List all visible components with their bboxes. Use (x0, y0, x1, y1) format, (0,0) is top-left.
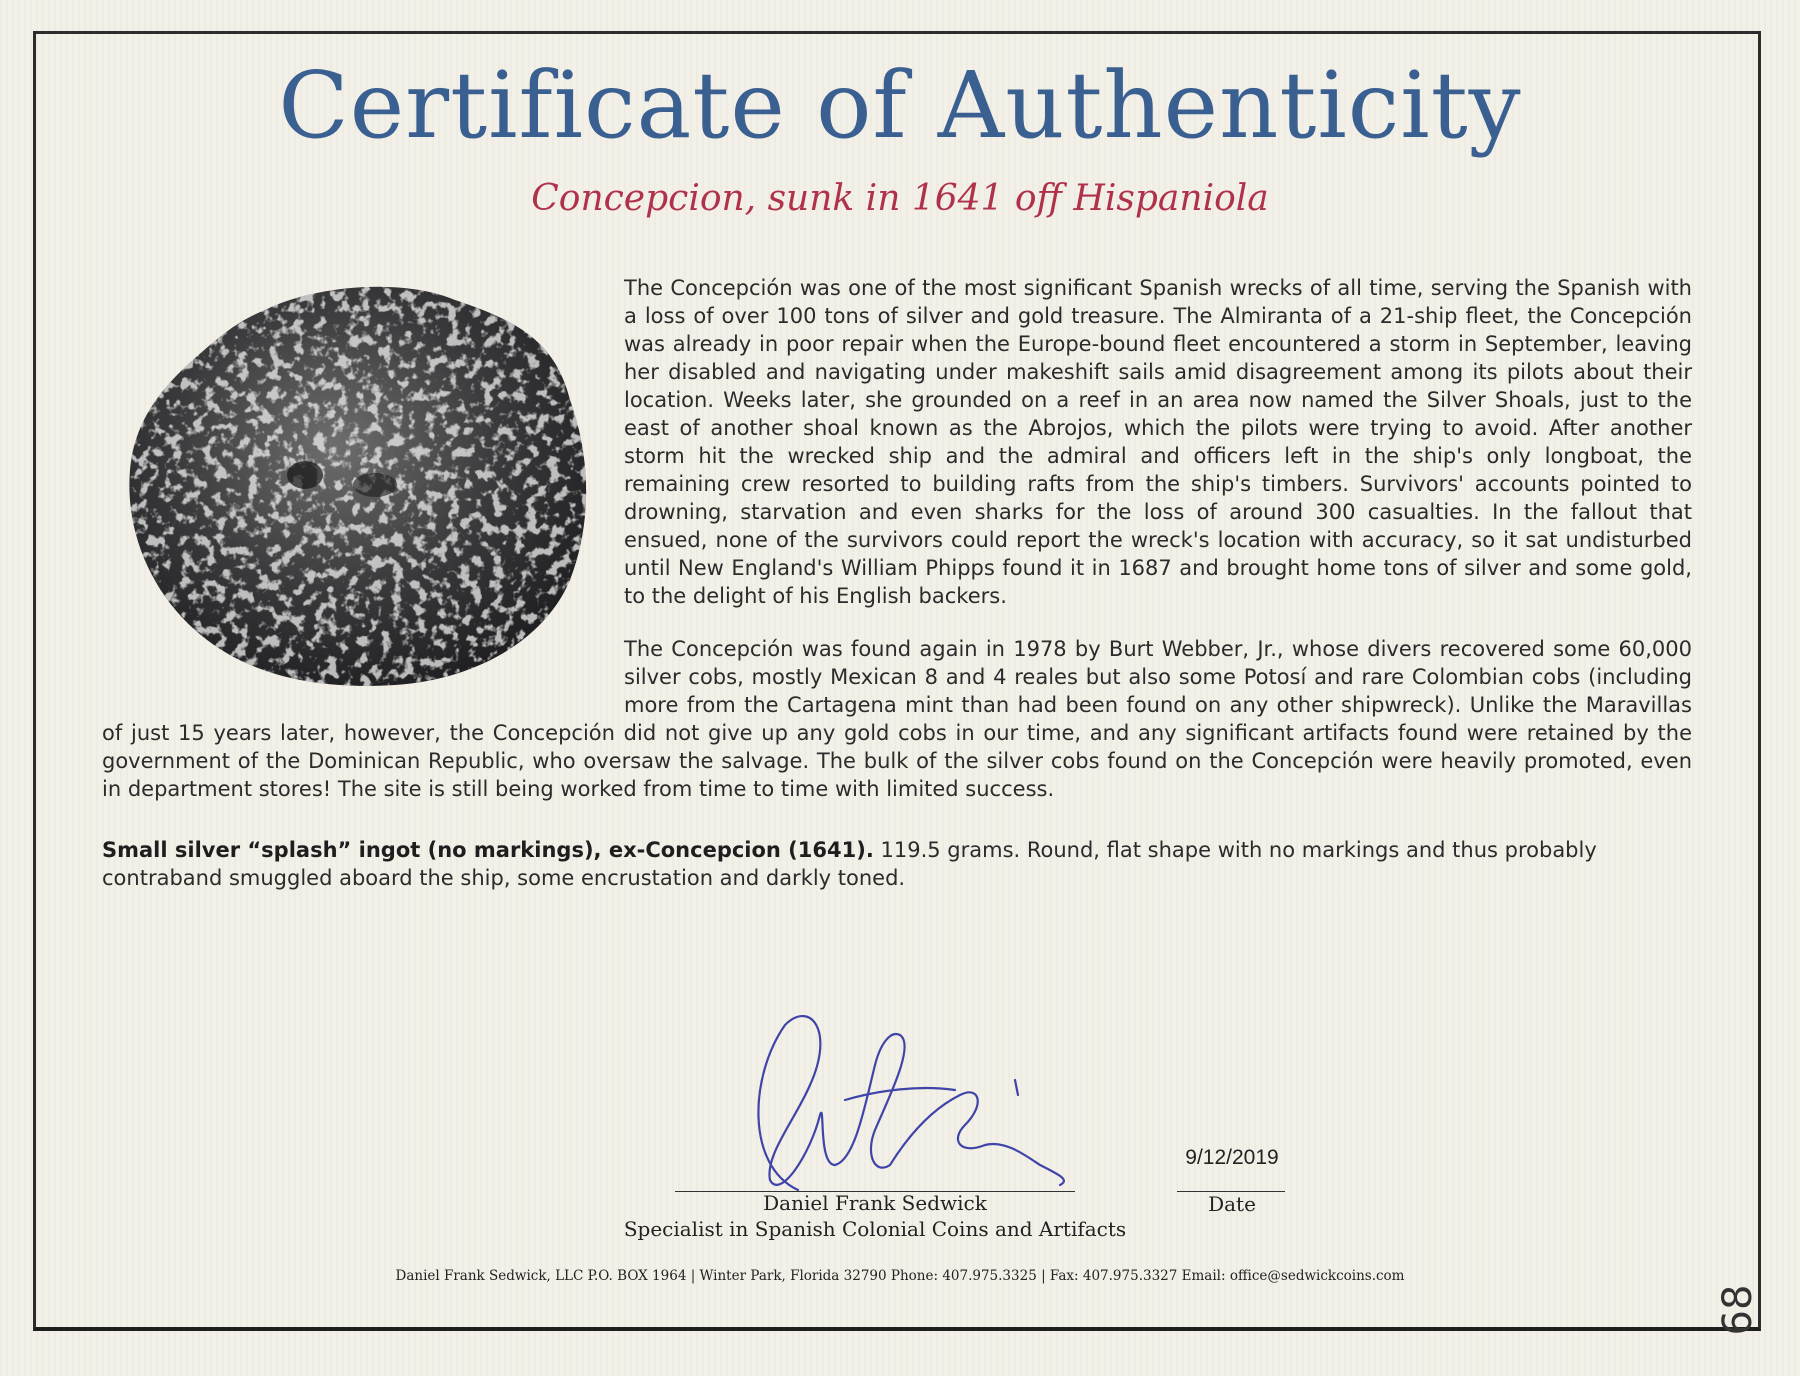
certificate-title: Certificate of Authenticity (278, 52, 1522, 159)
date-label: Date (1208, 1192, 1256, 1216)
signer-role: Specialist in Spanish Colonial Coins and Artifacts (623, 1217, 1127, 1241)
item-name: Small silver “splash” ingot (no markings), ex-Concepcion (1641). (102, 838, 874, 862)
date-value: 9/12/2019 (1185, 1146, 1279, 1169)
item-details: 119.5 grams. Round, flat shape with no markings and thus probably contraband smuggled aboard the ship, some encrustation and darkly toned. (102, 838, 1597, 890)
history-text (102, 274, 1692, 828)
history-paragraph: The Concepción was one of the most significant Spanish wrecks of all time, serving the Spanish with a loss of over 100 tons of silver and gold treasure. The Almiranta of a 21-ship fleet, the Concepción was already in poor repair when the Europe-bound fleet encountered a storm in September, leaving her disabled and navigating under makeshift sails amid disagreement among its pilots about their location. Weeks later, she grounded on a reef in an area now named the Silver Shoals, just to the east of another shoal known as the Abrojos, which the pilots were trying to avoid. After another storm hit the wrecked ship and the admiral and officers left in the ship's only longboat, the remaining crew resorted to building rafts from the ship's timbers. Survivors' accounts pointed to drowning, starvation and even sharks for the loss of around 300 casualties. In the fallout that ensued, none of the survivors could report the wreck's location with accuracy, so it sat undisturbed until New England's William Phipps found it in 1687 and brought home tons of silver and some gold, to the delight of his English backers. (624, 276, 1692, 608)
signature (740, 1005, 1080, 1200)
company-contact-footer: Daniel Frank Sedwick, LLC P.O. BOX 1964 | Winter Park, Florida 32790 Phone: 407.975.3325 | Fax: 407.975.3327 Email: office@sedwickcoins.com (395, 1268, 1405, 1284)
history-paragraph: The Concepción was found again in 1978 by Burt Webber, Jr., whose divers recovered some 60,000 silver cobs, mostly Mexican 8 and 4 reales but also some Potosí and rare Colombian cobs (including more from the Cartagena mint than had been found on any other shipwreck). Unlike the Maravillas of just 15 years later, however, the Concepción did not give up any gold cobs in our time, and any significant artifacts found were retained by the government of the Dominican Republic, who oversaw the salvage. The bulk of the silver cobs found on the Concepción were heavily promoted, even in department stores! The site is still being worked from time to time with limited success. (102, 637, 1692, 801)
item-description (102, 836, 1692, 892)
handwritten-number: 68 (1715, 1284, 1761, 1336)
certificate-subtitle: Concepcion, sunk in 1641 off Hispaniola (531, 178, 1269, 219)
signer-name: Daniel Frank Sedwick (763, 1191, 987, 1215)
